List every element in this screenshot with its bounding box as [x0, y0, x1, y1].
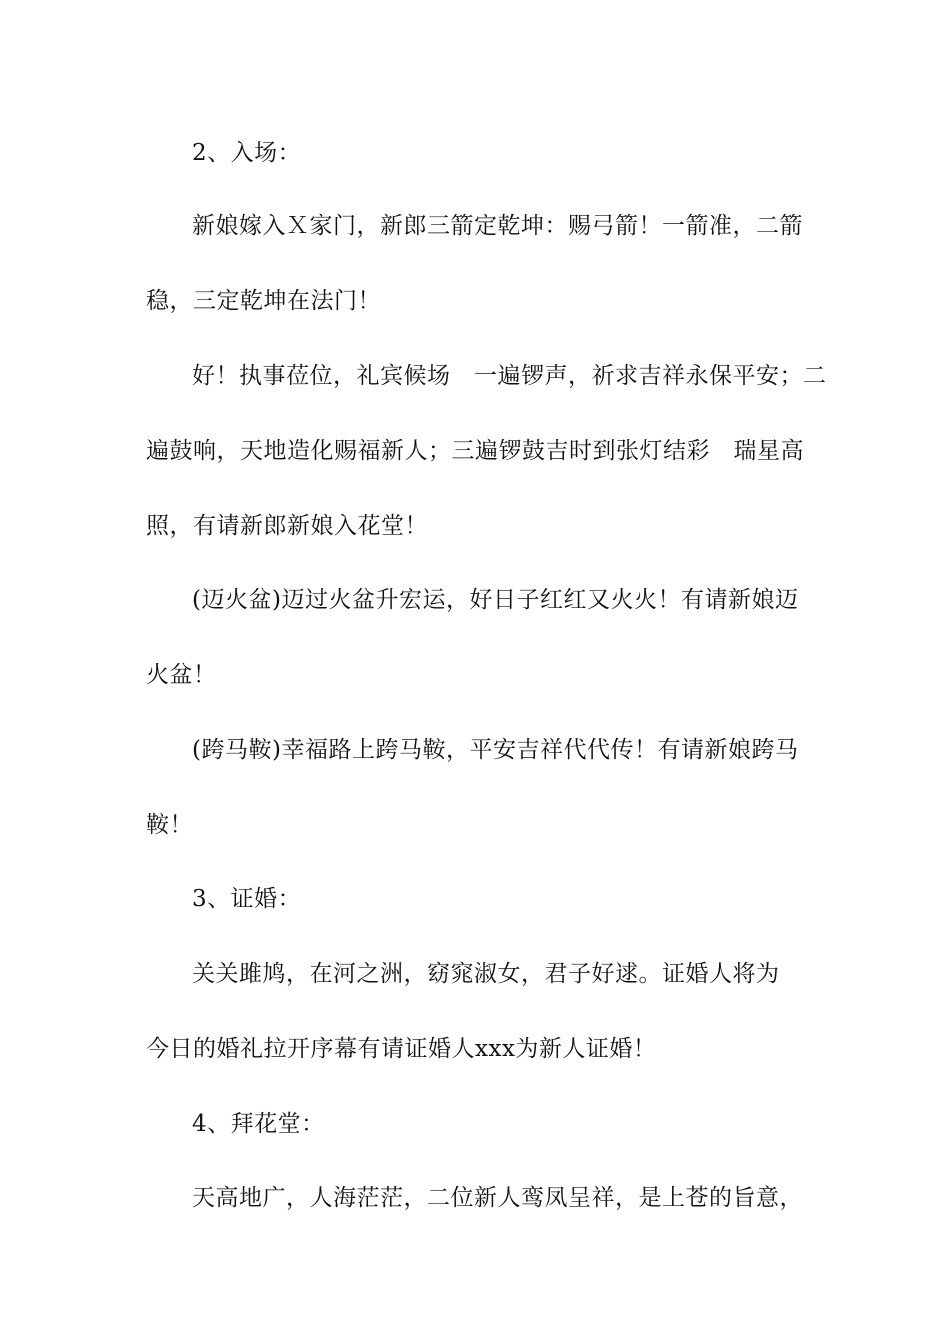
paragraph-line: 照，有请新郎新娘入花堂！ [146, 513, 428, 539]
paragraph-line: 鞍！ [146, 812, 193, 838]
paragraph-line: 关关雎鸠，在河之洲，窈窕淑女，君子好逑。证婚人将为 [192, 961, 780, 987]
paragraph-line: 好！执事莅位，礼宾候场 一遍锣声，祈求吉祥永保平安；二 [192, 363, 827, 389]
section-heading-entrance: 2、入场： [192, 140, 302, 166]
paragraph-line: (跨马鞍)幸福路上跨马鞍，平安吉祥代代传！有请新娘跨马 [192, 737, 799, 763]
paragraph-line: 遍鼓响，天地造化赐福新人；三遍锣鼓吉时到张灯结彩 瑞星高 [146, 438, 804, 464]
section-heading-worship: 4、拜花堂： [192, 1111, 325, 1137]
paragraph-line: 天高地广，人海茫茫，二位新人鸾凤呈祥，是上苍的旨意， [192, 1185, 803, 1211]
paragraph-line: 今日的婚礼拉开序幕有请证婚人xxx为新人证婚！ [146, 1036, 657, 1062]
paragraph-line: 新娘嫁入Ｘ家门，新郎三箭定乾坤：赐弓箭！一箭准，二箭 [192, 213, 803, 239]
paragraph-line: 稳，三定乾坤在法门！ [146, 288, 381, 314]
paragraph-line: (迈火盆)迈过火盆升宏运，好日子红红又火火！有请新娘迈 [192, 587, 799, 613]
paragraph-line: 火盆！ [146, 662, 217, 688]
section-heading-witness: 3、证婚： [192, 886, 302, 912]
